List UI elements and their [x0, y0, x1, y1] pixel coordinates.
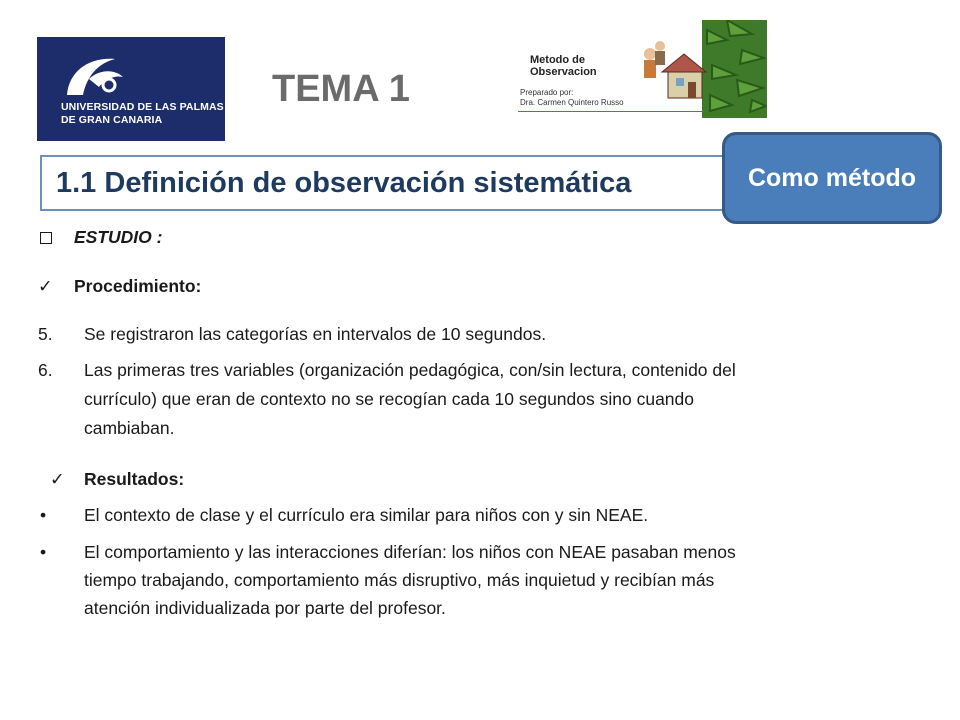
metodo-underline	[518, 111, 703, 112]
ulpgc-emblem-icon	[59, 51, 139, 101]
item-number: 6.	[38, 360, 53, 380]
logo-line-1: UNIVERSIDAD DE LAS PALMAS	[61, 101, 224, 113]
page-title: TEMA 1	[272, 68, 410, 110]
item-number: 5.	[38, 324, 53, 344]
resultados-label: Resultados:	[84, 469, 185, 489]
metodo-title-line-1: Metodo de	[530, 54, 585, 66]
section-title-box	[40, 155, 730, 211]
metodo-prep-line-2: Dra. Carmen Quintero Russo	[520, 98, 624, 107]
bullet-text-line-2: tiempo trabajando, comportamiento más disruptivo, más inquietud y recibían más	[84, 570, 715, 590]
checkmark-icon: ✓	[38, 276, 53, 296]
item-text-line-3: cambiaban.	[84, 418, 175, 438]
item-text-line-2: currículo) que eran de contexto no se recogían cada 10 segundos sino cuando	[84, 389, 694, 409]
section-title: 1.1 Definición de observación sistemática	[56, 167, 632, 199]
bullet-icon: •	[40, 542, 47, 562]
metodo-observacion-image	[512, 20, 767, 118]
metodo-title-line-2: Observacion	[530, 66, 597, 78]
metodo-prep-line-1: Preparado por:	[520, 88, 574, 97]
university-logo	[37, 37, 225, 141]
bullet-text-line-3: atención individualizada por parte del profesor.	[84, 598, 446, 618]
procedimiento-label: Procedimiento:	[74, 276, 202, 296]
checkbox-square-icon	[40, 232, 52, 244]
callout-label: Como método	[747, 163, 917, 192]
item-text: Se registraron las categorías en intervalos de 10 segundos.	[84, 324, 547, 344]
logo-line-2: DE GRAN CANARIA	[61, 114, 163, 126]
bullet-text-line-1: El comportamiento y las interacciones diferían: los niños con NEAE pasaban menos	[84, 542, 736, 562]
checkmark-icon: ✓	[50, 469, 65, 489]
como-metodo-callout	[722, 132, 942, 224]
bullet-text: El contexto de clase y el currículo era similar para niños con y sin NEAE.	[84, 505, 649, 525]
bullet-icon: •	[40, 505, 47, 525]
estudio-label: ESTUDIO :	[74, 227, 163, 247]
item-text-line-1: Las primeras tres variables (organización pedagógica, con/sin lectura, contenido del	[84, 360, 736, 380]
